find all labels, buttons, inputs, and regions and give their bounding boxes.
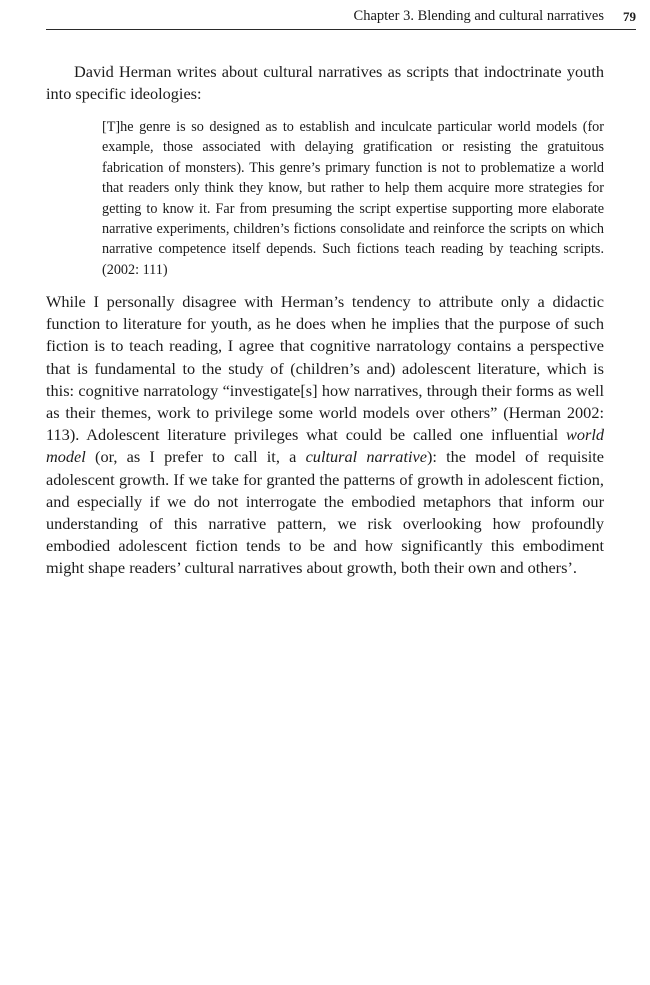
intro-paragraph: David Herman writes about cultural narratives as scripts that indoctrinate youth into specific ideologies: (46, 62, 604, 104)
main-paragraph-text: While I personally disagree with Herman’s tendency to attribute only a didactic function to literature for youth, as he does when he implies that the purpose of such fiction is to teach reading, I agree that cognitive narratology contains a perspective that is fundamental to the study of (children’s and) adolescent literature, which is this: cognitive narratology “investigate[s] how narratives, through their forms as well as their themes, work to privilege some world models over others” (Herman 2002: 113). Adolescent literature privileges what could be called one influential (46, 292, 604, 445)
italic-term-world-model: world model (46, 425, 604, 467)
page-number: 79 (623, 9, 636, 24)
chapter-title: Chapter 3. Blending and cultural narratives (353, 8, 604, 24)
italic-term-cultural-narrative: cultural narrative (305, 447, 427, 467)
running-header (46, 6, 636, 30)
main-paragraph-text: ): the model of requisite adolescent growth. If we take for granted the patterns of growth in adolescent fiction, and especially if we do not interrogate the embodied metaphors that inform our understanding of this narrative pattern, we risk overlooking how profoundly embodied adolescent fiction tends to be and how significantly this embodiment might shape readers’ cultural narratives about growth, both their own and others’. (46, 447, 605, 578)
block-quote: [T]he genre is so designed as to establish and inculcate particular world models (for example, those associated with delaying gratification or resisting the gratuitous fabrication of monsters). This genre’s primary function is not to problematize a world that readers only think they know, but rather to help them acquire more strategies for getting to know it. Far from presuming the script expertise supporting more elaborate narrative experiments, children’s fictions consolidate and reinforce the scripts on which narrative competence itself depends. Such fictions teach reading by teaching scripts. (2002: 111) (102, 119, 604, 278)
main-paragraph (46, 291, 604, 580)
main-paragraph-text: (or, as I prefer to call it, a (85, 447, 306, 467)
